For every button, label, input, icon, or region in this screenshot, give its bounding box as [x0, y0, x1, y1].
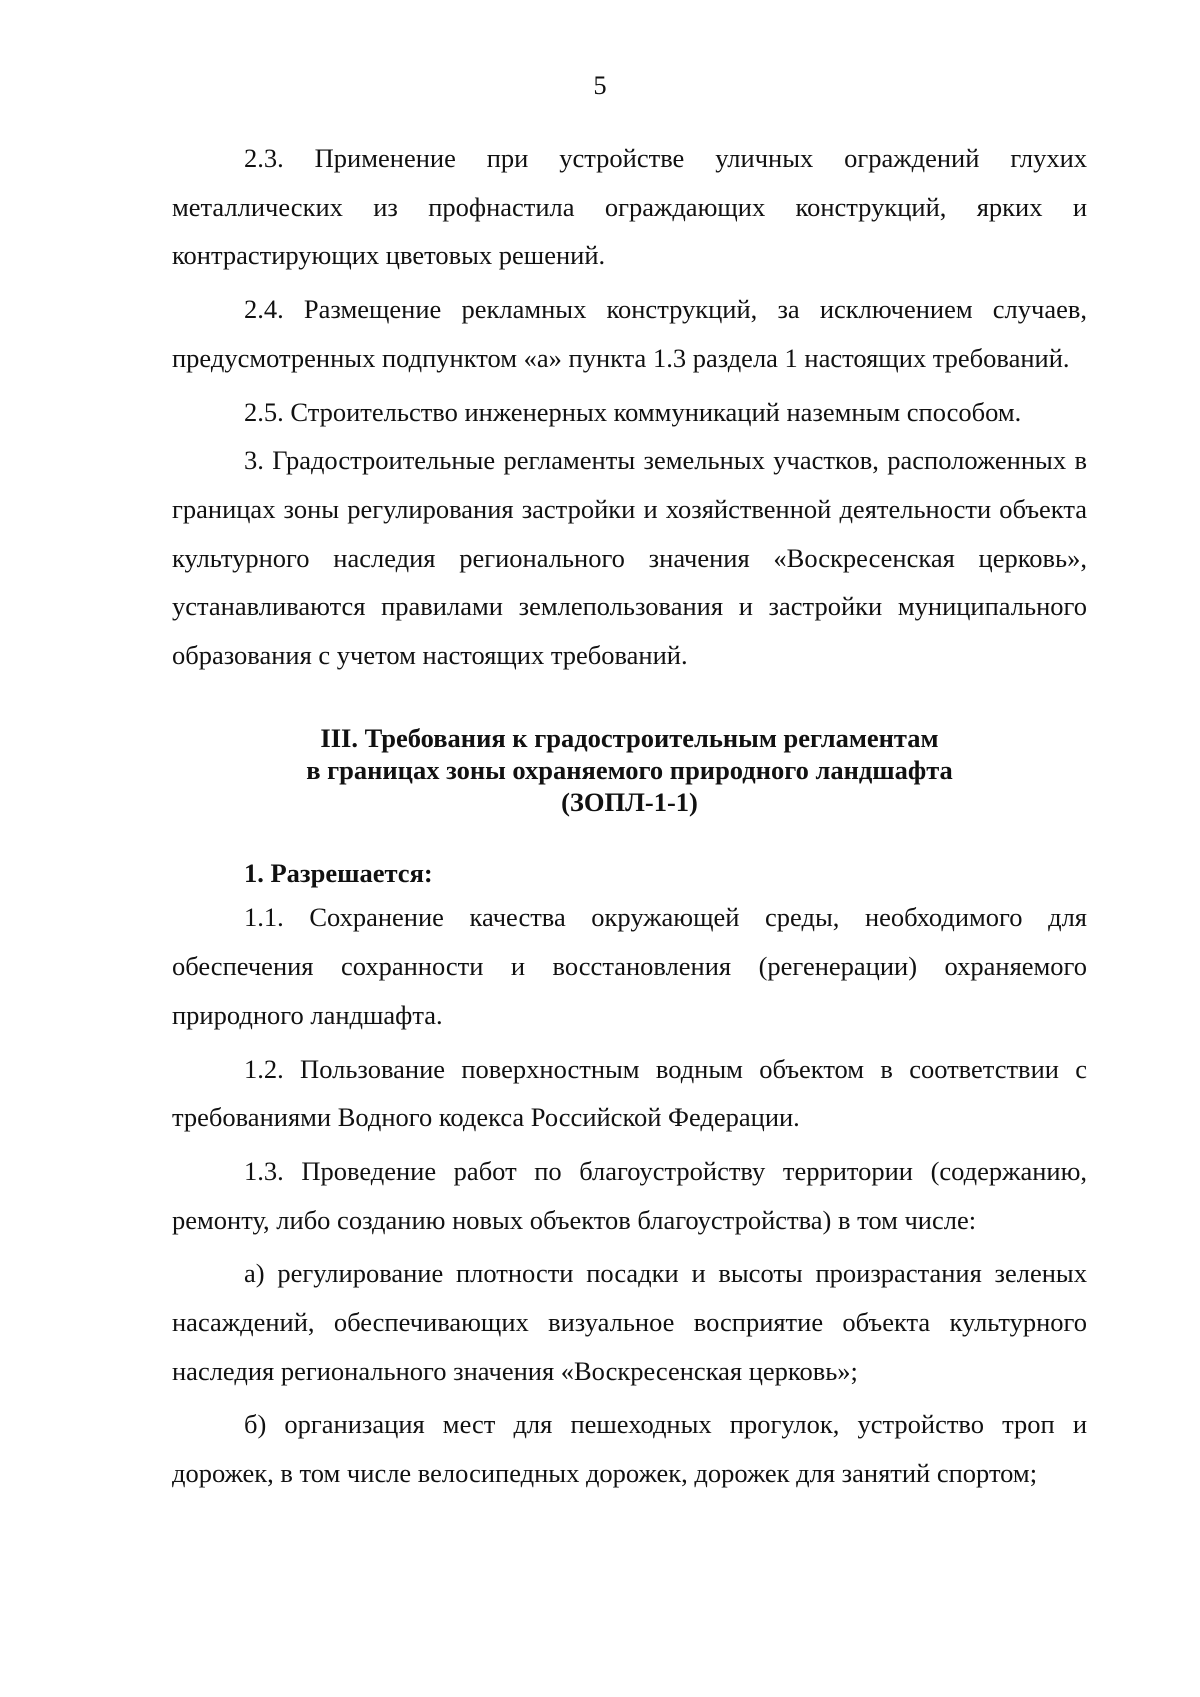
- section-heading-line-2: в границах зоны охраняемого природного ландшафта: [306, 754, 953, 785]
- paragraph-2-3: 2.3. Применение при устройстве уличных ограждений глухих металлических из профнастила ограждающих конструкций, ярких и контрастирующих цветовых решений.: [172, 143, 1087, 271]
- page-number: 5: [593, 70, 607, 100]
- paragraph-1-2: 1.2. Пользование поверхностным водным объектом в соответствии с требованиями Водного кодекса Российской Федерации.: [172, 1053, 1087, 1133]
- paragraph-1-3: 1.3. Проведение работ по благоустройству территории (содержанию, ремонту, либо созданию новых объектов благоустройства) в том числе:: [172, 1155, 1087, 1235]
- section-heading-line-1: III. Требования к градостроительным регламентам: [320, 722, 939, 753]
- paragraph-2-5: 2.5. Строительство инженерных коммуникаций наземным способом.: [244, 396, 1022, 427]
- section-heading: [172, 722, 1087, 818]
- paragraph-item-b: б) организация мест для пешеходных прогулок, устройство троп и дорожек, в том числе велосипедных дорожек, дорожек для занятий спортом;: [172, 1409, 1087, 1489]
- paragraph-1-1: 1.1. Сохранение качества окружающей среды, необходимого для обеспечения сохранности и восстановления (регенерации) охраняемого природного ландшафта.: [172, 902, 1087, 1030]
- paragraph-item-a: а) регулирование плотности посадки и высоты произрастания зеленых насаждений, обеспечивающих визуальное восприятие объекта культурного наследия регионального значения «Воскресенская церковь»;: [172, 1258, 1087, 1386]
- subheading-allowed: 1. Разрешается:: [244, 857, 433, 888]
- paragraph-3: 3. Градостроительные регламенты земельных участков, расположенных в границах зоны регулирования застройки и хозяйственной деятельности объекта культурного наследия регионального значения «Воскресенская церковь», устанавливаются правилами землепользования и застройки муниципального образования с учетом настоящих требований.: [172, 445, 1087, 671]
- paragraph-2-4: 2.4. Размещение рекламных конструкций, за исключением случаев, предусмотренных подпунктом «а» пункта 1.3 раздела 1 настоящих требований.: [172, 294, 1087, 373]
- section-heading-line-3: (ЗОПЛ-1-1): [561, 786, 698, 817]
- document-body: [172, 134, 1087, 1498]
